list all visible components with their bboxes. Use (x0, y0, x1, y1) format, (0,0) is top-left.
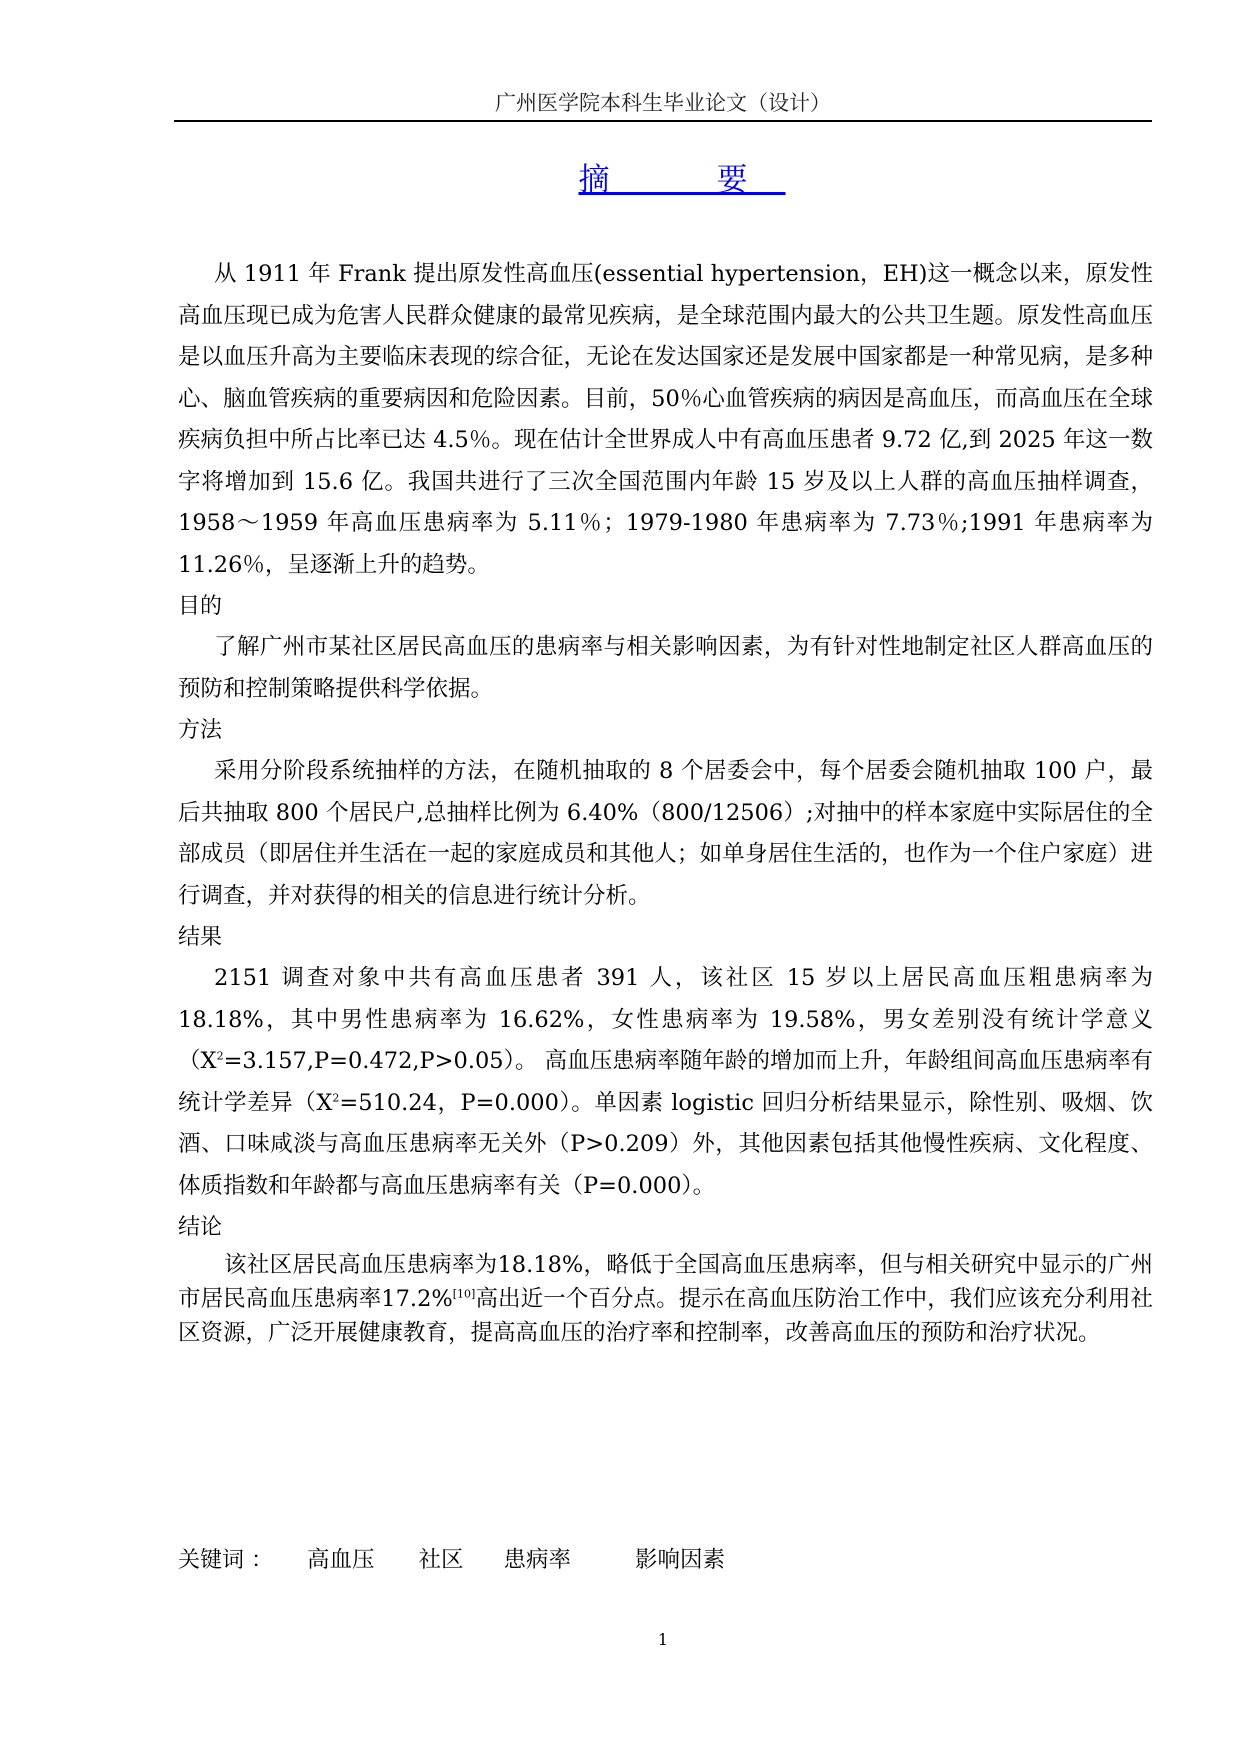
keyword-item: 社区 (418, 1547, 464, 1573)
abstract-title (174, 160, 1152, 200)
header-rule (174, 120, 1152, 122)
conclusion-paragraph (178, 1248, 1153, 1350)
chi-square-superscript-2: 2 (332, 1091, 340, 1104)
results-heading: 结果 (178, 925, 223, 950)
abstract-body (178, 254, 1153, 1350)
abstract-title-link[interactable]: 摘 要 (578, 162, 786, 198)
results-text-1: 2151 调查对象中共有高血压患者 391 人，该社区 15 岁以上居民高血压粗患病率为 18.18%，其中男性患病率为 16.62%，女性患病率为 19.58%，男女差别没有统计学意义（X (178, 965, 1153, 1074)
conclusion-text-2: 高出近一个百分点。提示在高血压防治工作中，我们应该充分利用社区资源，广泛开展健康教育，提高高血压的治疗率和控制率，改善高血压的预防和治疗状况。 (178, 1286, 1153, 1346)
results-text-2: =3.157,P=0.472,P>0.05）。 高血压患病率随年龄的增加而上升，年龄组间高血压患病率有统计学差异（X (178, 1048, 1153, 1116)
keywords-label: 关键词 ： (178, 1548, 273, 1573)
chi-square-superscript-1: 2 (216, 1049, 224, 1063)
results-text-3: =510.24，P=0.000）。单因素 logistic 回归分析结果显示，除性别、吸烟、饮酒、口味咸淡与高血压患病率无关外（P>0.209）外，其他因素包括其他慢性疾病、文化程度、体质指数和年龄都与高血压患病率有关（P=0.000）。 (178, 1089, 1153, 1199)
objective-heading: 目的 (178, 594, 223, 619)
keyword-item: 患病率 (503, 1547, 572, 1573)
page-number: 1 (657, 1630, 669, 1649)
conclusion-heading: 结论 (178, 1215, 223, 1240)
intro-paragraph: 从 1911 年 Frank 提出原发性高血压(essential hypertension，EH)这一概念以来，原发性高血压现已成为危害人民群众健康的最常见疾病，是全球范围内最大的公共卫生题。原发性高血压是以血压升高为主要临床表现的综合征，无论在发达国家还是发展中国家都是一种常见病，是多种心、脑血管疾病的重要病因和危险因素。目前，50％心血管疾病的病因是高血压，而高血压在全球疾病负担中所占比率已达 4.5％。现在估计全世界成人中有高血压患者 9.72 亿,到 2025 年这一数字将增加到 15.6 亿。我国共进行了三次全国范围内年龄 15 岁及以上人群的高血压抽样调查，1958～1959 年高血压患病率为 5.11％；1979-1980 年患病率为 7.73％;1991 年患病率为 11.26％，呈逐渐上升的趋势。 (178, 261, 1153, 578)
methods-paragraph: 采用分阶段系统抽样的方法，在随机抽取的 8 个居委会中，每个居委会随机抽取 100 户，最后共抽取 800 个居民户,总抽样比例为 6.40%（800/12506）;对抽中的样本家庭中实际居住的全部成员（即居住并生活在一起的家庭成员和其他人；如单身居住生活的，也作为一个住户家庭）进行调查，并对获得的相关的信息进行统计分析。 (178, 758, 1153, 909)
results-paragraph (178, 958, 1153, 1207)
keyword-item: 影响因素 (635, 1547, 726, 1573)
page-header: 广州医学院本科生毕业论文（设计） (495, 91, 831, 115)
objective-paragraph: 了解广州市某社区居民高血压的患病率与相关影响因素，为有针对性地制定社区人群高血压的预防和控制策略提供科学依据。 (178, 634, 1153, 702)
conclusion-text-1: 该社区居民高血压患病率为18.18%，略低于全国高血压患病率，但与相关研究中显示的广州市居民高血压患病率17.2% (178, 1252, 1153, 1312)
citation-reference[interactable]: [10] (452, 1287, 476, 1301)
methods-heading: 方法 (178, 718, 223, 743)
keywords-line (178, 1540, 725, 1580)
keyword-item: 高血压 (307, 1547, 375, 1573)
